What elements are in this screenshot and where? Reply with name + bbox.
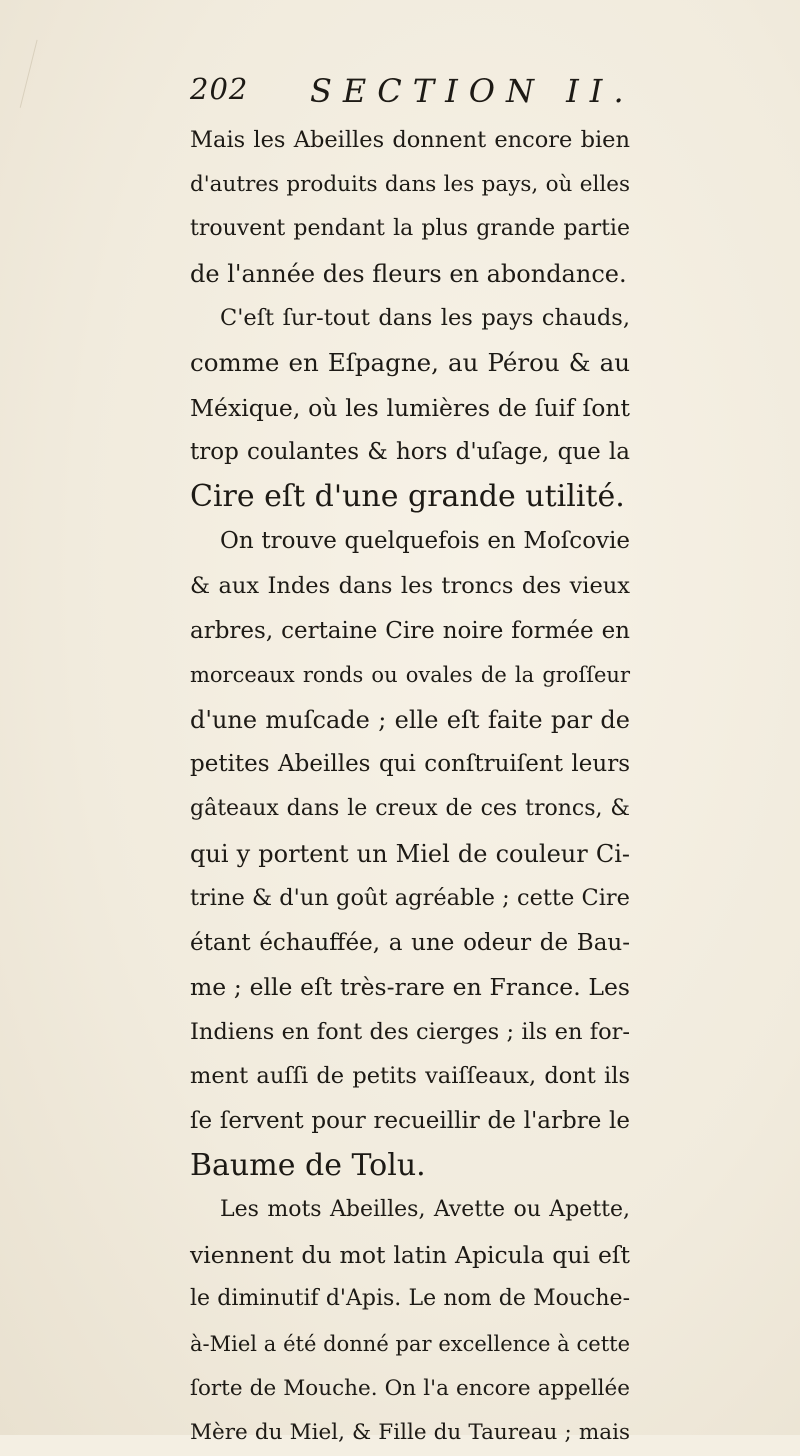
text-line: d'une muſcade ; elle eſt faite par de [190,705,630,734]
text-line: trop coulantes & hors d'uſage, que la [190,439,630,466]
text-line: à-Miel a été donné par excellence à cette [190,1332,630,1357]
text-line: ſorte de Mouche. On l'a encore appellée [190,1375,630,1401]
text-line: Cire eſt d'une grande utilité. [190,478,625,514]
text-line: Indiens en font des cierges ; ils en for- [190,1018,630,1045]
text-line: d'autres produits dans les pays, où elles [190,171,630,197]
text-line: le diminutif d'Apis. Le nom de Mouche- [190,1286,630,1312]
text-line: Baume de Tolu. [190,1147,426,1183]
text-line: de l'année des fleurs en abondance. [190,259,627,288]
text-line: étant échauffée, a une odeur de Bau- [190,929,630,956]
page-header [190,72,650,112]
text-line: Mère du Miel, & Fille du Taureau ; mais [190,1420,630,1446]
text-line: morceaux ronds ou ovales de la groſſeur [190,663,630,688]
running-head: SECTION II. [310,72,635,110]
text-line: trouvent pendant la plus grande partie [190,216,630,242]
text-line: Les mots Abeilles, Avette ou Apette, [220,1197,630,1223]
text-line: me ; elle eſt très-rare en France. Les [190,973,630,1002]
text-line: On trouve quelquefois en Moſcovie [220,528,630,555]
text-line: ſe ſervent pour recueillir de l'arbre le [190,1108,630,1135]
text-line: Mais les Abeilles donnent encore bien [190,127,630,153]
page-edge-mark [20,40,48,111]
text-line: Méxique, où les lumières de ſuif ſont [190,393,630,422]
text-line: ment auſſi de petits vaiſſeaux, dont ils [190,1063,630,1090]
text-line: viennent du mot latin Apicula qui eſt [190,1240,630,1269]
text-line: trine & d'un goût agréable ; cette Cire [190,885,630,912]
text-line: comme en Eſpagne, au Pérou & au [190,347,630,377]
body-text [190,118,630,1456]
text-line: petites Abeilles qui conſtruiſent leurs [190,751,630,778]
text-line: gâteaux dans le creux de ces troncs, & [190,795,630,821]
text-line: arbres, certaine Cire noire formée en [190,617,630,644]
text-line: qui y portent un Miel de couleur Ci- [190,839,630,868]
page-number: 202 [190,72,249,106]
text-line: C'eſt ſur-tout dans les pays chauds, [220,305,630,332]
text-line: & aux Indes dans les troncs des vieux [190,572,630,599]
